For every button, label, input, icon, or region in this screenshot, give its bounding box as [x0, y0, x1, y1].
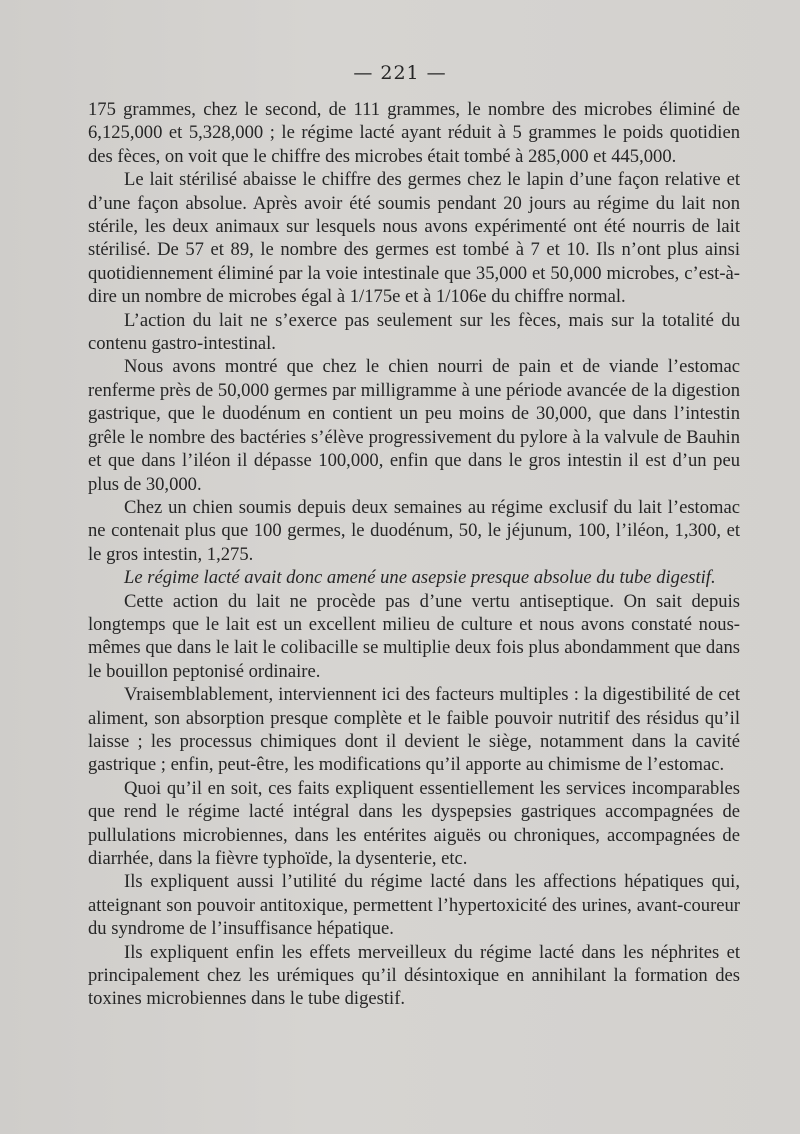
paragraph: Quoi qu’il en soit, ces faits expliquent essentiellement les services incomparables que rend le régime lacté intégral dans les dyspepsies gastriques accompagnées de pullulations microbiennes, dans les entérites aiguës ou chroniques, accompagnées de diarrhée, dans la fièvre typhoïde, la dysenterie, etc. — [88, 777, 740, 869]
italic-conclusion: Le régime lacté avait donc amené une asepsie presque absolue du tube digestif. — [124, 567, 716, 589]
body-text — [88, 98, 740, 1011]
paragraph: Cette action du lait ne procède pas d’une vertu antiseptique. On sait depuis longtemps que le lait est un excellent milieu de culture et nous avons constaté nous-mêmes que dans le lait le colibacille se multiplie deux fois plus abondamment que dans le bouillon peptonisé ordinaire. — [88, 590, 740, 682]
paragraph: Le lait stérilisé abaisse le chiffre des germes chez le lapin d’une façon relative et d’une façon absolue. Après avoir été soumis pendant 20 jours au régime du lait non stérile, les deux animaux sur lesquels nous avons expérimenté ont été nourris de lait stérilisé. De 57 et 89, le nombre des germes est tombé à 7 et 10. Ils n’ont plus ainsi quotidiennement éliminé par la voie intestinale que 35,000 et 50,000 microbes, c’est-à-dire un nombre de microbes égal à 1/175e et à 1/106e du chiffre normal. — [88, 169, 740, 308]
paragraph: Vraisemblablement, interviennent ici des facteurs multiples : la digestibilité de cet aliment, son absorption presque complète et le faible pouvoir nutritif des résidus qu’il laisse ; les processus chimiques dont il devient le siège, notamment dans la cavité gastrique ; enfin, peut-être, les modifications qu’il apporte au chimisme de l’estomac. — [88, 684, 740, 776]
paragraph: 175 grammes, chez le second, de 111 grammes, le nombre des microbes éliminé de 6,125,000 et 5,328,000 ; le régime lacté ayant réduit à 5 grammes le poids quotidien des fèces, on voit que le chiffre des microbes était tombé à 285,000 et 445,000. — [88, 99, 740, 167]
paragraph: L’action du lait ne s’exerce pas seulement sur les fèces, mais sur la totalité du contenu gastro-intestinal. — [88, 309, 740, 355]
paragraph: Ils expliquent aussi l’utilité du régime lacté dans les affections hépatiques qui, atteignant son pouvoir antitoxique, permettent l’hypertoxicité des urines, avant-coureur du syndrome de l’insuffisance hépatique. — [88, 871, 740, 940]
paragraph: Chez un chien soumis depuis deux semaines au régime exclusif du lait l’estomac ne contenait plus que 100 germes, le duodénum, 50, le jéjunum, 100, l’iléon, 1,300, et le gros intestin, 1,275. — [88, 496, 740, 565]
page-number: — 221 — — [353, 62, 447, 84]
paragraph: Nous avons montré que chez le chien nourri de pain et de viande l’estomac renferme près de 50,000 germes par milligramme à une période avancée de la digestion gastrique, que le duodénum en contient un peu moins de 30,000, que dans l’intestin grêle le nombre des bactéries s’élève progressivement du pylore à la valvule de Bauhin et que dans l’iléon il dépasse 100,000, enfin que dans le gros intestin il est d’un peu plus de 30,000. — [88, 356, 740, 495]
paragraph: Ils expliquent enfin les effets merveilleux du régime lacté dans les néphrites et principalement chez les urémiques qu’il désintoxique en annihilant la formation des toxines microbiennes dans le tube digestif. — [88, 941, 740, 1010]
